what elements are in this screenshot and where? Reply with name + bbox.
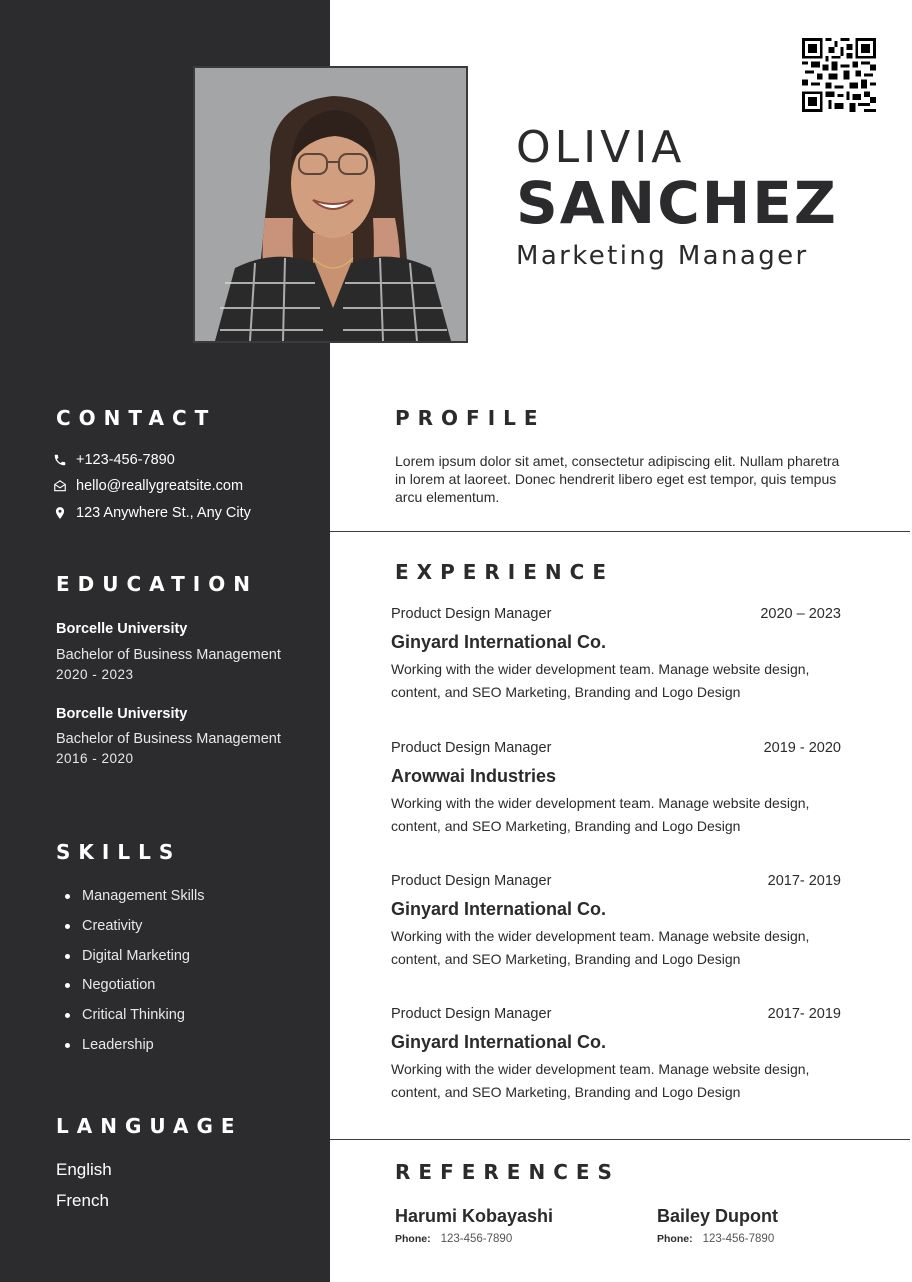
language-item: English bbox=[56, 1160, 112, 1179]
experience-years: 2017- 2019 bbox=[767, 873, 841, 889]
contact-address bbox=[52, 505, 251, 521]
reference-item bbox=[395, 1206, 553, 1245]
section-divider bbox=[330, 531, 910, 532]
education-degree: Bachelor of Business Management bbox=[56, 731, 281, 747]
experience-role: Product Design Manager bbox=[391, 1006, 552, 1022]
experience-company: Ginyard International Co. bbox=[391, 632, 607, 652]
reference-name: Harumi Kobayashi bbox=[395, 1206, 554, 1226]
language-item: French bbox=[56, 1191, 109, 1210]
contact-heading: CONTACT bbox=[56, 406, 217, 430]
experience-years: 2020 – 2023 bbox=[760, 606, 841, 622]
contact-address-text: 123 Anywhere St., Any City bbox=[76, 505, 251, 521]
experience-heading: EXPERIENCE bbox=[395, 560, 614, 584]
contact-phone-text: +123-456-7890 bbox=[76, 452, 175, 468]
experience-item bbox=[391, 873, 841, 971]
experience-item bbox=[391, 606, 841, 704]
education-heading: EDUCATION bbox=[56, 572, 258, 596]
experience-company: Ginyard International Co. bbox=[391, 899, 607, 919]
contact-email-text: hello@reallygreatsite.com bbox=[76, 478, 244, 494]
profile-text: Lorem ipsum dolor sit amet, consectetur adipiscing elit. Nullam pharetra in lorem at laoreet. Donec hendrerit libero eget est tempor, quis tempus arcu elementum. bbox=[395, 453, 840, 505]
contact-phone[interactable] bbox=[52, 452, 175, 468]
experience-desc: Working with the wider development team. Manage website design, content, and SEO Marketing, Branding and Logo Design bbox=[391, 1061, 810, 1100]
skill-item: Critical Thinking bbox=[56, 1003, 205, 1033]
skill-item: Leadership bbox=[56, 1033, 205, 1063]
reference-item bbox=[657, 1206, 778, 1245]
location-pin-icon bbox=[52, 505, 68, 521]
contact-email[interactable] bbox=[52, 478, 243, 494]
reference-phone-label: Phone: bbox=[657, 1233, 693, 1245]
experience-company: Arowwai Industries bbox=[391, 766, 557, 786]
references-heading: REFERENCES bbox=[395, 1160, 620, 1184]
first-name: OLIVIA bbox=[516, 122, 686, 173]
education-years: 2020 - 2023 bbox=[56, 667, 134, 682]
reference-phone bbox=[395, 1233, 553, 1245]
reference-phone-number: 123-456-7890 bbox=[702, 1233, 775, 1245]
education-years: 2016 - 2020 bbox=[56, 751, 134, 766]
skill-item: Negotiation bbox=[56, 973, 205, 1003]
education-degree: Bachelor of Business Management bbox=[56, 647, 281, 663]
reference-phone-label: Phone: bbox=[395, 1233, 431, 1245]
reference-name: Bailey Dupont bbox=[657, 1206, 779, 1226]
skill-item: Digital Marketing bbox=[56, 944, 205, 974]
experience-years: 2019 - 2020 bbox=[763, 740, 841, 756]
reference-phone bbox=[657, 1233, 778, 1245]
experience-desc: Working with the wider development team. Manage website design, content, and SEO Marketing, Branding and Logo Design bbox=[391, 928, 810, 967]
skills-heading: SKILLS bbox=[56, 840, 182, 864]
experience-role: Product Design Manager bbox=[391, 873, 552, 889]
experience-role: Product Design Manager bbox=[391, 740, 552, 756]
skill-item: Creativity bbox=[56, 914, 205, 944]
profile-heading: PROFILE bbox=[395, 406, 546, 430]
skills-list bbox=[56, 884, 205, 1063]
skill-item: Management Skills bbox=[56, 884, 205, 914]
section-divider bbox=[330, 1139, 910, 1140]
experience-years: 2017- 2019 bbox=[767, 1006, 841, 1022]
experience-item bbox=[391, 1006, 841, 1104]
language-heading: LANGUAGE bbox=[56, 1114, 243, 1138]
profile-photo bbox=[193, 66, 468, 343]
education-school: Borcelle University bbox=[56, 706, 188, 722]
experience-company: Ginyard International Co. bbox=[391, 1032, 607, 1052]
reference-phone-number: 123-456-7890 bbox=[440, 1233, 513, 1245]
job-title: Marketing Manager bbox=[516, 241, 809, 271]
experience-role: Product Design Manager bbox=[391, 606, 552, 622]
envelope-icon bbox=[52, 478, 68, 494]
experience-item bbox=[391, 740, 841, 838]
phone-icon bbox=[52, 452, 68, 468]
qr-code-icon bbox=[802, 38, 876, 112]
education-school: Borcelle University bbox=[56, 621, 188, 637]
experience-desc: Working with the wider development team. Manage website design, content, and SEO Marketing, Branding and Logo Design bbox=[391, 661, 810, 700]
experience-desc: Working with the wider development team. Manage website design, content, and SEO Marketing, Branding and Logo Design bbox=[391, 795, 810, 834]
last-name: SANCHEZ bbox=[516, 169, 838, 237]
